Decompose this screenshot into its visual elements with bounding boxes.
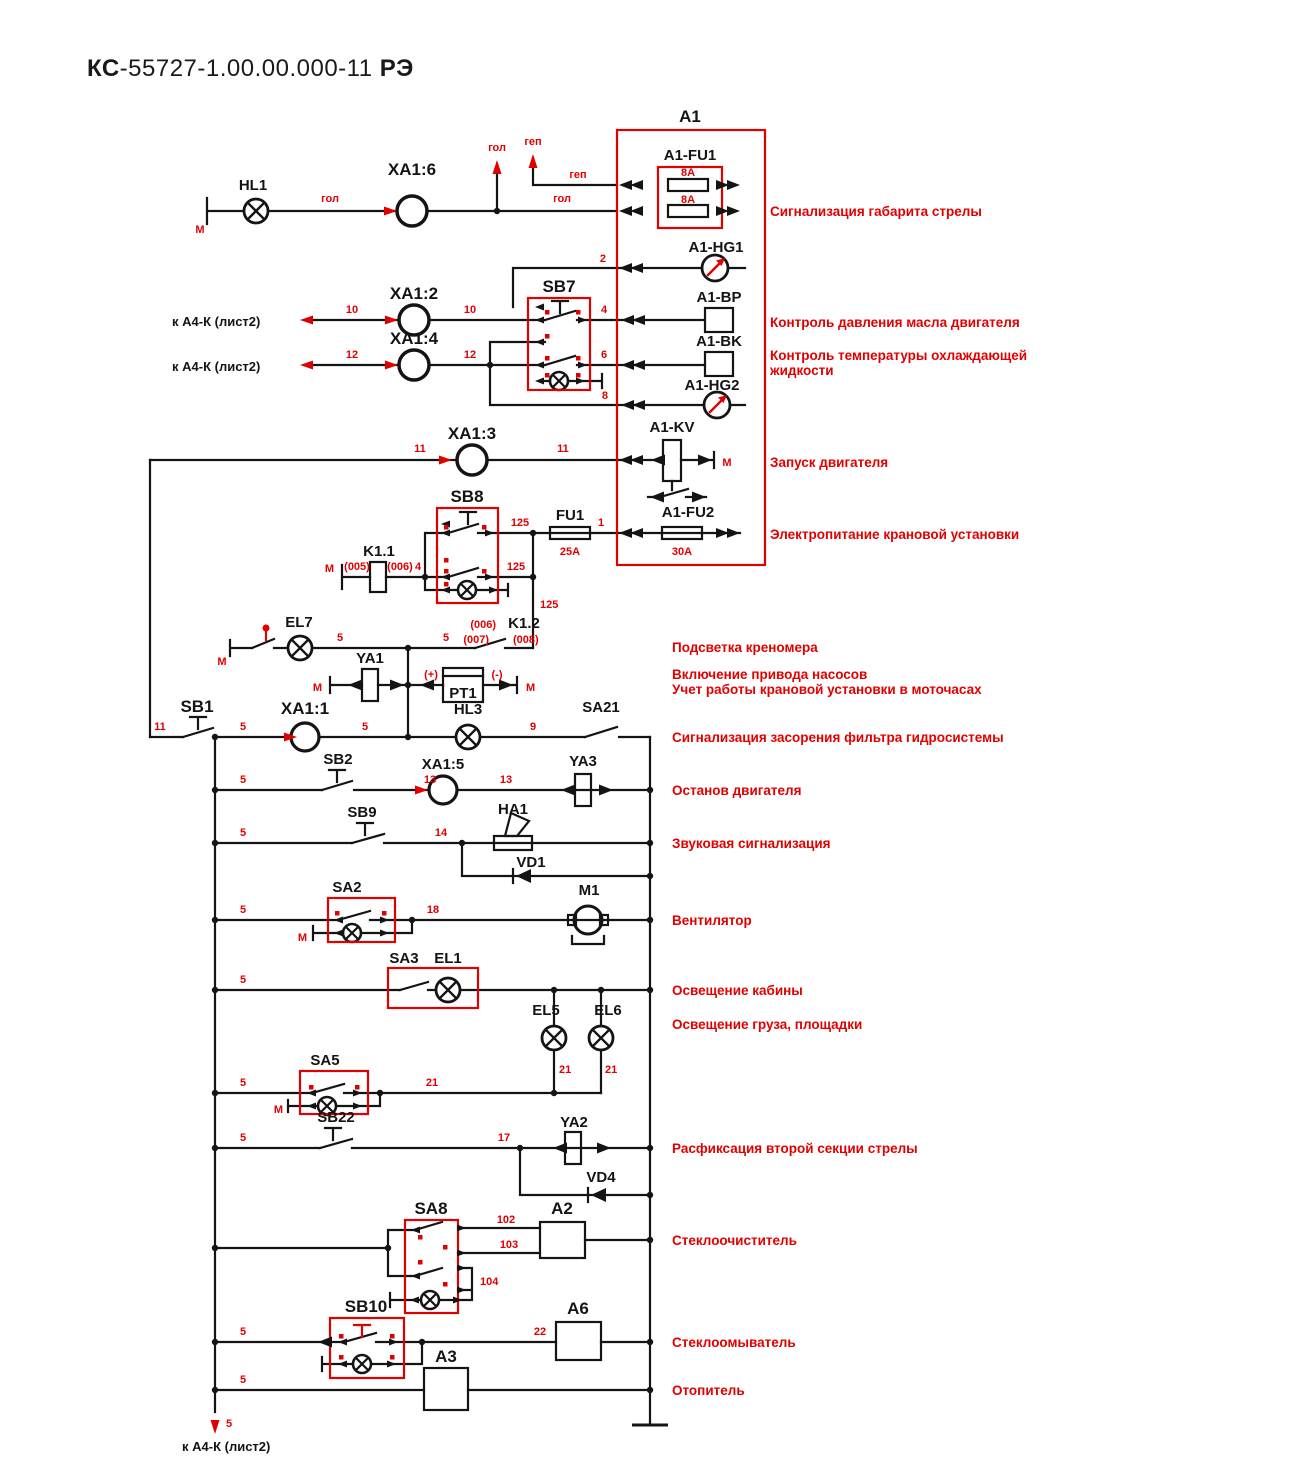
label-sa2: SA2 [332,879,362,896]
svg-text:5: 5 [239,827,247,839]
relay-a1-kv [663,440,681,481]
function-cab-light: Освещение кабины [672,983,803,998]
label-sb1: SB1 [180,697,214,716]
svg-text:5: 5 [239,1374,247,1386]
svg-text:5: 5 [239,1132,247,1144]
button-sb7-actuator [552,301,568,313]
svg-text:М: М [297,932,307,944]
svg-text:11: 11 [154,721,166,733]
svg-text:103: 103 [499,1239,519,1251]
svg-text:8А: 8А [680,194,696,206]
block-a1-label: A1 [679,107,701,126]
svg-text:22: 22 [533,1326,547,1338]
svg-text:М: М [722,457,732,469]
label-sb9: SB9 [347,804,377,821]
label-vd4: VD4 [586,1169,616,1186]
svg-text:М: М [217,656,227,668]
svg-text:М: М [312,682,322,694]
label-sa5: SA5 [310,1052,340,1069]
button-sb1-actuator [190,717,206,729]
lamp-hl3 [456,725,480,749]
unit-a6 [556,1322,601,1360]
svg-text:21: 21 [559,1064,572,1076]
svg-text:10: 10 [345,304,359,316]
label-ya1: YA1 [356,650,384,667]
lamp-el1 [436,978,460,1002]
svg-text:12: 12 [345,349,359,361]
label-k1-1: K1.1 [363,543,395,560]
function-hour-meter: Учет работы крановой установки в моточасах [672,682,982,697]
svg-text:125: 125 [510,517,530,529]
label-sb7: SB7 [542,277,576,296]
function-wiper: Стеклоочиститель [672,1233,797,1248]
indicator-a1-hg1 [702,255,728,281]
svg-text:5: 5 [442,632,450,644]
label-el6: EL6 [594,1002,622,1019]
label-a6: A6 [567,1299,589,1318]
label-hl3: HL3 [453,701,483,718]
label-xa1-6: XA1:6 [387,160,437,179]
motor-m1 [568,906,608,944]
label-xa1-1: XA1:1 [280,699,330,718]
label-a1-bk: A1-BK [696,333,742,350]
svg-text:5: 5 [239,774,247,786]
ref-to-sheet2-3: к А4-К (лист2) [182,1439,271,1454]
svg-text:4: 4 [600,304,608,316]
horn-ha1 [494,813,532,850]
label-m1: M1 [578,882,600,899]
svg-text:17: 17 [497,1132,511,1144]
svg-text:6: 6 [600,349,608,361]
svg-text:13: 13 [499,774,513,786]
svg-text:18: 18 [426,904,440,916]
label-xa1-2: XA1:2 [389,284,439,303]
function-coolant-temp-2: жидкости [770,363,834,378]
label-vd1: VD1 [516,854,546,871]
svg-text:25А: 25А [559,546,581,558]
function-engine-start: Запуск двигателя [770,455,889,470]
svg-text:104: 104 [480,1276,499,1288]
label-xa1-5: XA1:5 [421,756,465,773]
svg-text:5: 5 [361,721,369,733]
svg-text:11: 11 [414,443,426,455]
svg-text:30А: 30А [671,546,693,558]
label-fu1: FU1 [555,507,585,524]
svg-text:4: 4 [415,561,422,573]
lamp-sa2 [343,924,361,942]
svg-text:1: 1 [597,517,605,529]
label-a1-kv: A1-KV [649,419,695,436]
label-sa3: SA3 [389,950,419,967]
svg-text:гол: гол [553,193,571,205]
function-fan: Вентилятор [672,913,752,928]
label-el5: EL5 [532,1002,560,1019]
function-inclinometer-light: Подсветка креномера [672,640,818,655]
function-heater: Отопитель [672,1383,745,1398]
lamp-sa8 [421,1291,439,1309]
svg-text:гол: гол [488,142,506,154]
red-direction-arrows [211,154,538,1434]
label-ya2: YA2 [560,1114,588,1131]
label-sb2: SB2 [323,751,353,768]
label-sa21: SA21 [582,699,620,716]
function-horn: Звуковая сигнализация [672,836,831,851]
svg-text:(007): (007) [463,634,489,646]
label-k1-2: K1.2 [508,615,540,632]
svg-text:5: 5 [239,1326,247,1338]
label-a1-hg2: A1-HG2 [684,377,740,394]
lamp-sb8 [458,581,476,599]
component-labels [180,147,743,1366]
button-sb2-actuator [329,770,345,782]
svg-text:2: 2 [599,253,606,265]
lamp-sb10 [353,1355,371,1373]
label-sb8: SB8 [450,487,484,506]
svg-text:М: М [195,224,205,236]
button-sb22-actuator [325,1128,341,1140]
button-sb9-actuator [357,823,373,835]
svg-text:геп: геп [569,169,587,181]
label-el1: EL1 [434,950,462,967]
svg-text:8: 8 [601,390,608,402]
function-engine-stop: Останов двигателя [672,783,802,798]
unit-a2 [540,1222,585,1258]
svg-text:(005): (005) [344,561,370,573]
svg-text:М: М [273,1104,283,1116]
svg-text:5: 5 [239,1077,247,1089]
function-washer: Стеклоомыватель [672,1335,796,1350]
connector-xa1-4 [399,350,429,380]
indicator-a1-hg2 [704,392,730,418]
svg-text:(006): (006) [470,619,496,631]
button-sb8-actuator [460,512,476,524]
svg-text:14: 14 [434,827,448,839]
svg-text:11: 11 [557,443,569,455]
label-a1-bp: A1-BP [696,289,742,306]
label-a3: A3 [435,1347,457,1366]
function-boom-unlock: Расфиксация второй секции стрелы [672,1141,918,1156]
label-a1-fu2: A1-FU2 [661,504,715,521]
function-crane-power: Электропитание крановой установки [770,527,1020,542]
svg-text:(+): (+) [424,669,438,681]
label-sa8: SA8 [414,1199,448,1218]
solenoid-ya1 [362,669,378,701]
svg-text:геп: геп [524,136,542,148]
label-sb22: SB22 [317,1109,355,1126]
label-ya3: YA3 [569,753,597,770]
lamp-el5 [542,1026,566,1050]
function-pump-drive: Включение привода насосов [672,667,868,682]
svg-text:5: 5 [239,974,247,986]
lamp-hl1 [244,199,268,223]
label-pt1: PT1 [449,685,477,702]
svg-text:М: М [526,682,536,694]
svg-text:8А: 8А [680,167,696,179]
svg-text:(006): (006) [387,561,413,573]
ref-to-sheet2-2: к А4-К (лист2) [172,359,261,374]
svg-text:5: 5 [226,1418,233,1430]
svg-text:М: М [324,563,334,575]
label-ha1: HA1 [497,801,529,818]
flow-arrows [307,180,740,1368]
function-oil-pressure: Контроль давления масла двигателя [770,315,1020,330]
svg-text:(-): (-) [491,669,503,681]
svg-text:125: 125 [506,561,526,573]
function-coolant-temp-1: Контроль температуры охлаждающей [770,348,1028,363]
relay-coil-k1-1 [370,562,386,592]
sensor-a1-bk [705,352,733,376]
label-el7: EL7 [285,614,313,631]
svg-text:(008): (008) [513,634,539,646]
ref-to-sheet2-1: к А4-К (лист2) [172,314,261,329]
lamp-sb7 [550,372,568,390]
limit-contact-dot [263,625,270,632]
svg-text:10: 10 [463,304,477,316]
lamp-el7 [288,636,312,660]
svg-text:102: 102 [496,1214,516,1226]
svg-text:21: 21 [605,1064,618,1076]
svg-text:21: 21 [425,1077,439,1089]
svg-text:13: 13 [423,774,437,786]
label-a1-fu1: A1-FU1 [663,147,717,164]
frame-sa3-el1 [388,968,478,1008]
label-sb10: SB10 [344,1297,388,1316]
function-boom-signal: Сигнализация габарита стрелы [770,204,982,219]
sensor-a1-bp [705,308,733,332]
svg-text:125: 125 [540,599,559,611]
sheet-references [172,314,270,1454]
label-a2: A2 [551,1199,573,1218]
label-hl1: HL1 [238,177,268,194]
svg-text:5: 5 [239,721,247,733]
function-load-light: Освещение груза, площадки [672,1017,863,1032]
svg-text:9: 9 [529,721,537,733]
svg-text:5: 5 [239,904,247,916]
connector-xa1-3 [457,445,487,475]
function-filter-clog: Сигнализация засорения фильтра гидросистемы [672,730,1004,745]
svg-text:12: 12 [463,349,477,361]
lamp-el6 [589,1026,613,1050]
unit-a3 [424,1368,468,1410]
label-xa1-3: XA1:3 [447,424,497,443]
svg-text:5: 5 [336,632,344,644]
svg-text:гол: гол [321,193,339,205]
connector-xa1-6 [397,196,427,226]
sheet-title: КС-55727-1.00.00.000-11 РЭ [87,55,414,82]
label-xa1-4: XA1:4 [389,329,439,348]
label-a1-hg1: A1-HG1 [688,239,744,256]
